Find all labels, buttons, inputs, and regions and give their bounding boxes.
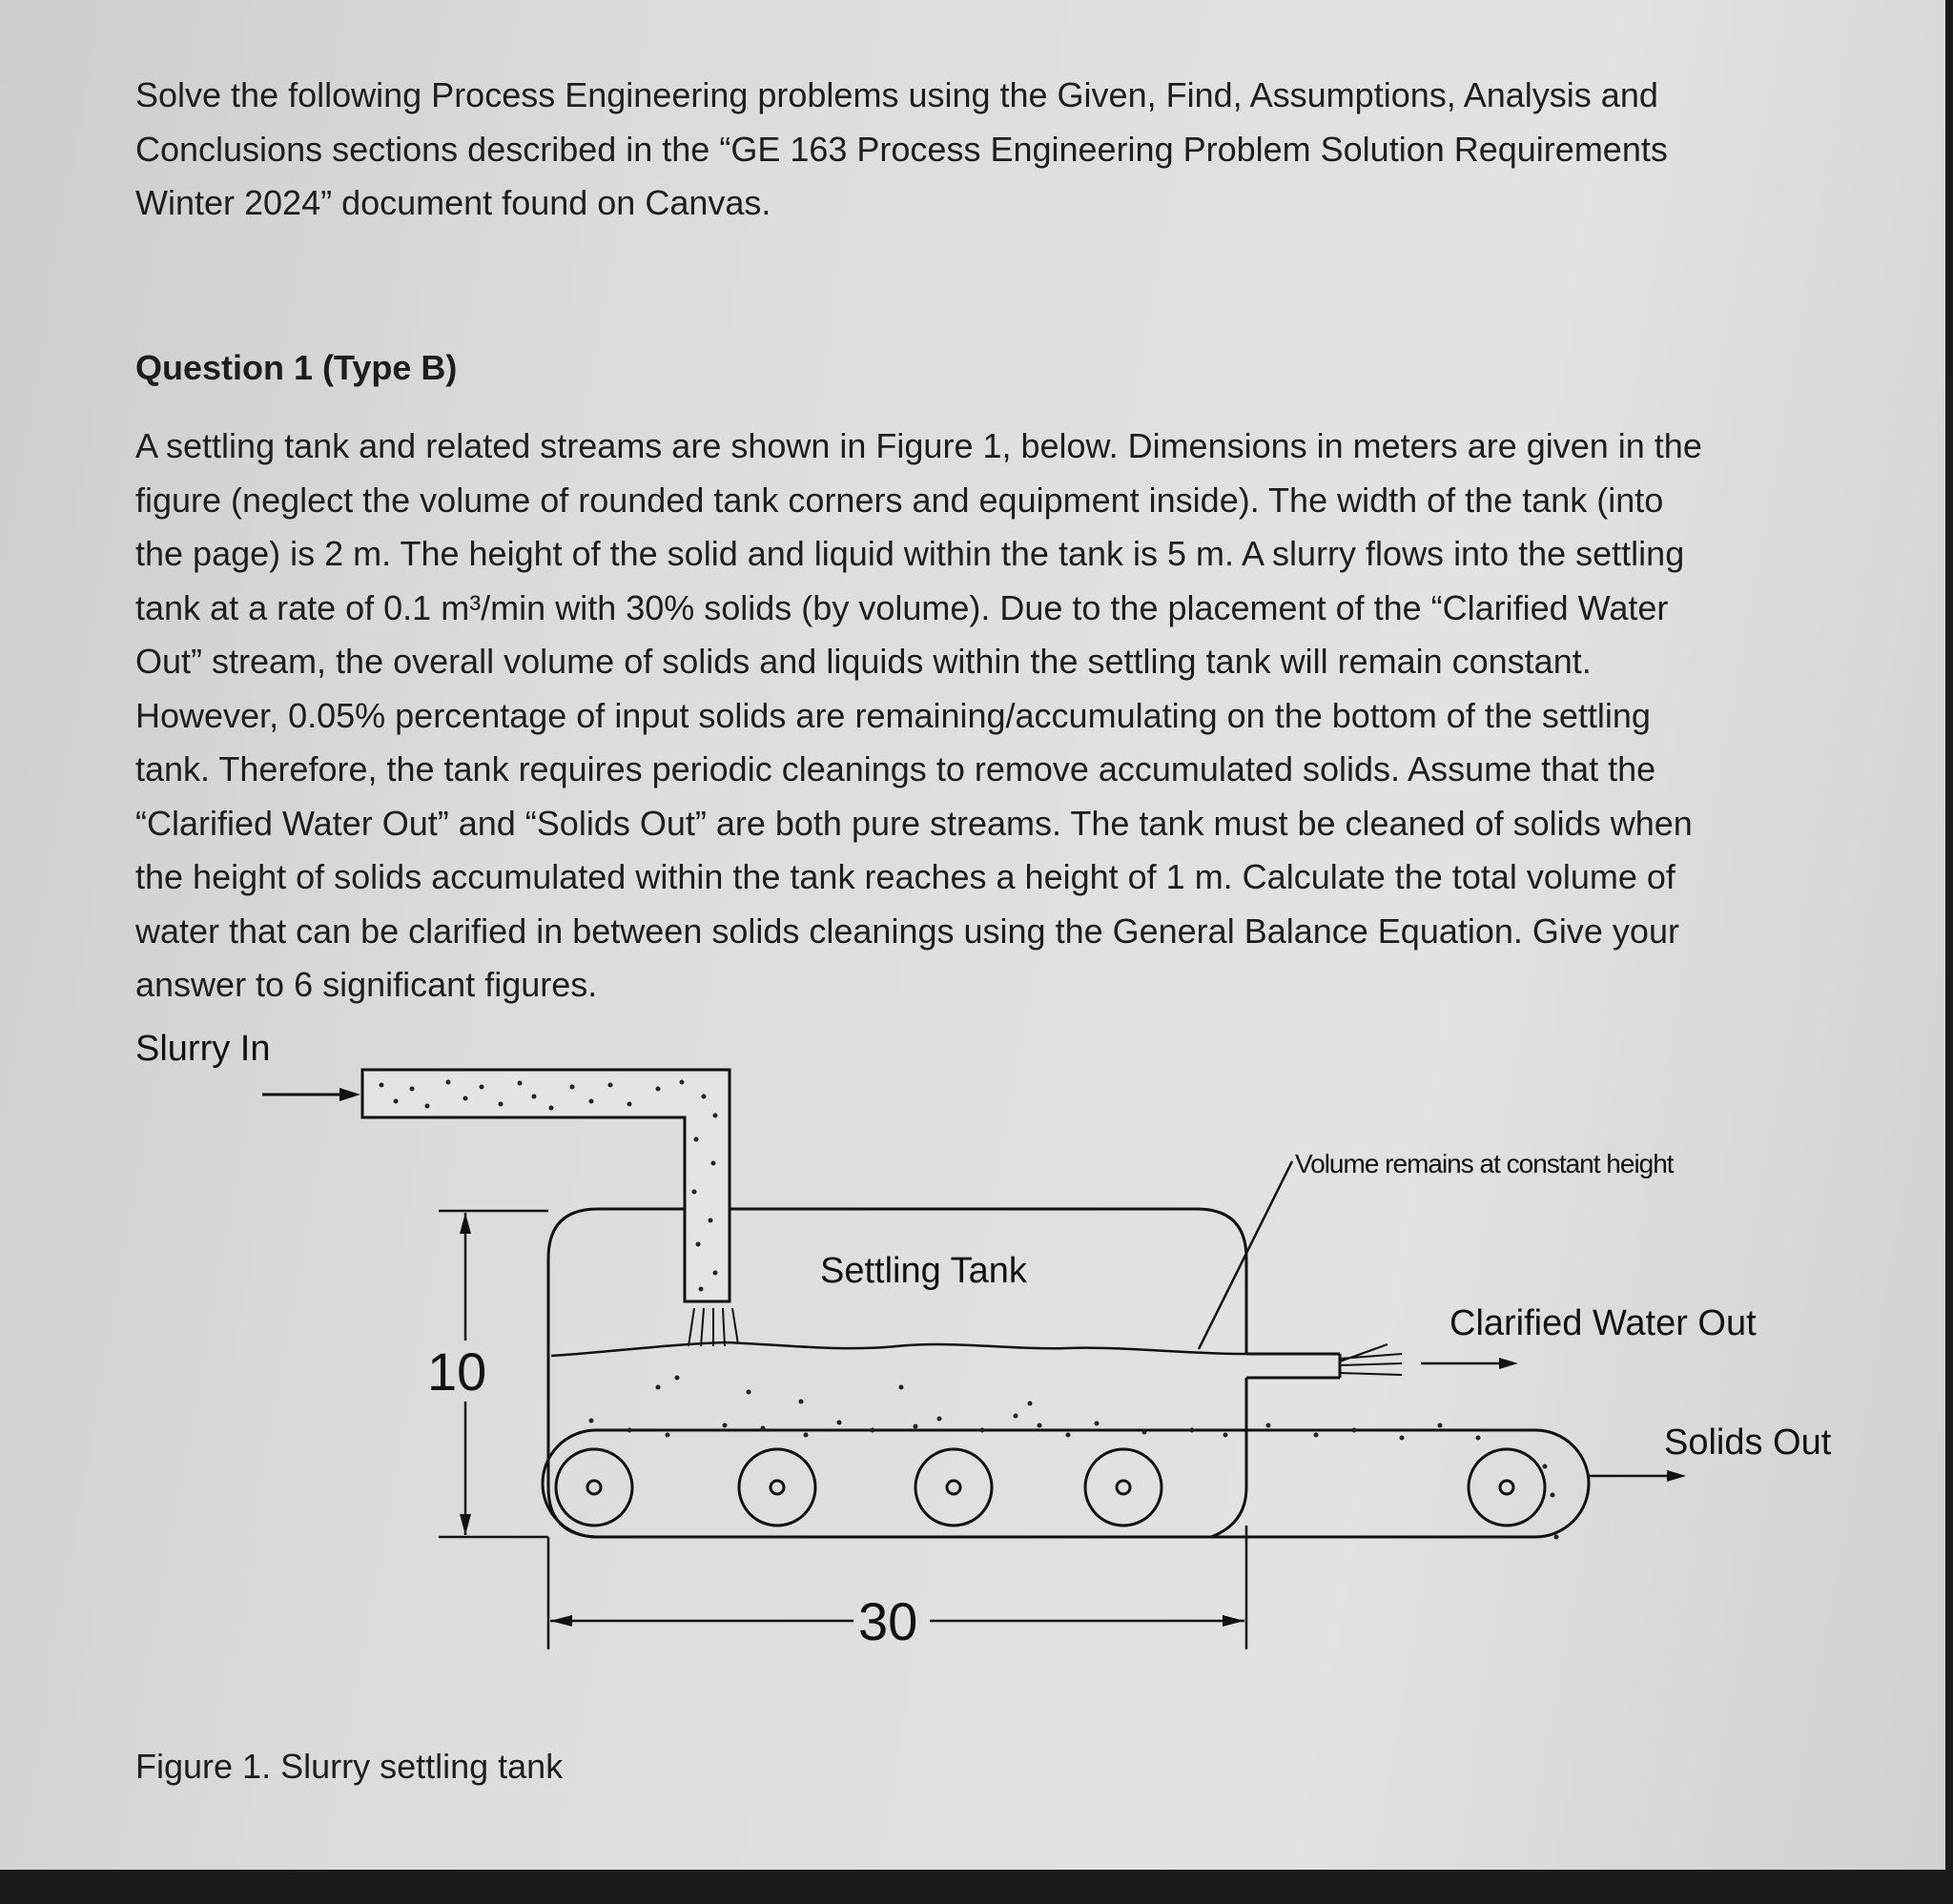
conveyor-rollers <box>556 1449 1545 1525</box>
roller <box>915 1449 992 1525</box>
instructions-line: Winter 2024” document found on Canvas. <box>135 183 771 222</box>
question-line: tank. Therefore, the tank requires periodic cleanings to remove accumulated solids. Assume that the <box>135 749 1656 788</box>
tank-label: Settling Tank <box>820 1251 1027 1291</box>
question-line: figure (neglect the volume of rounded tank corners and equipment inside). The width of the tank (into <box>135 480 1664 520</box>
tank-bottom <box>548 1487 1246 1537</box>
height-dim-label: 10 <box>427 1341 487 1402</box>
slurry-in-label: Slurry In <box>135 1029 271 1069</box>
roller <box>556 1449 632 1525</box>
instructions-line: Solve the following Process Engineering problems using the Given, Find, Assumptions, Analysis and <box>135 75 1658 114</box>
question-title: Question 1 (Type B) <box>135 348 458 387</box>
question-line: Out” stream, the overall volume of solids and liquids within the settling tank will remain constant. <box>135 642 1592 681</box>
question-line: answer to 6 significant figures. <box>135 965 598 1004</box>
question-line: A settling tank and related streams are shown in Figure 1, below. Dimensions in meters are given in the <box>135 426 1702 465</box>
volume-note: Volume remains at constant height <box>1295 1149 1674 1178</box>
tank-left-wall <box>548 1209 685 1301</box>
instructions-line: Conclusions sections described in the “GE 163 Process Engineering Problem Solution Requirements <box>135 129 1668 169</box>
width-dim-label: 30 <box>858 1591 918 1651</box>
inlet-pipe <box>362 1070 730 1301</box>
figure-caption: Figure 1. Slurry settling tank <box>135 1747 564 1786</box>
water-outflow-lines <box>1340 1344 1402 1375</box>
question-line: tank at a rate of 0.1 m³/min with 30% solids (by volume). Due to the placement of the “Clarified Water <box>135 587 1669 627</box>
slurry-in-arrowhead <box>339 1088 360 1101</box>
roller <box>1469 1449 1545 1525</box>
settling-particles <box>589 1376 1559 1540</box>
question-line: “Clarified Water Out” and “Solids Out” are both pure streams. The tank must be cleaned of solids when <box>135 803 1693 843</box>
question-line: the height of solids accumulated within the tank reaches a height of 1 m. Calculate the total volume of <box>135 857 1675 896</box>
roller <box>739 1449 815 1525</box>
clarified-out-label: Clarified Water Out <box>1449 1303 1757 1343</box>
question-line: water that can be clarified in between solids cleanings using the General Balance Equation. Give your <box>135 911 1679 951</box>
screen-edge-right <box>1945 0 1953 1904</box>
solids-out-label: Solids Out <box>1664 1423 1832 1463</box>
liquid-surface <box>551 1342 1246 1356</box>
conveyor-belt <box>543 1430 1589 1537</box>
screen-edge-bottom <box>0 1870 1953 1904</box>
inflow-stream-lines <box>689 1308 738 1346</box>
roller <box>1085 1449 1162 1525</box>
question-line: the page) is 2 m. The height of the solid and liquid within the tank is 5 m. A slurry flows into the settling <box>135 534 1685 573</box>
question-line: However, 0.05% percentage of input solids are remaining/accumulating on the bottom of the settling <box>135 695 1651 735</box>
